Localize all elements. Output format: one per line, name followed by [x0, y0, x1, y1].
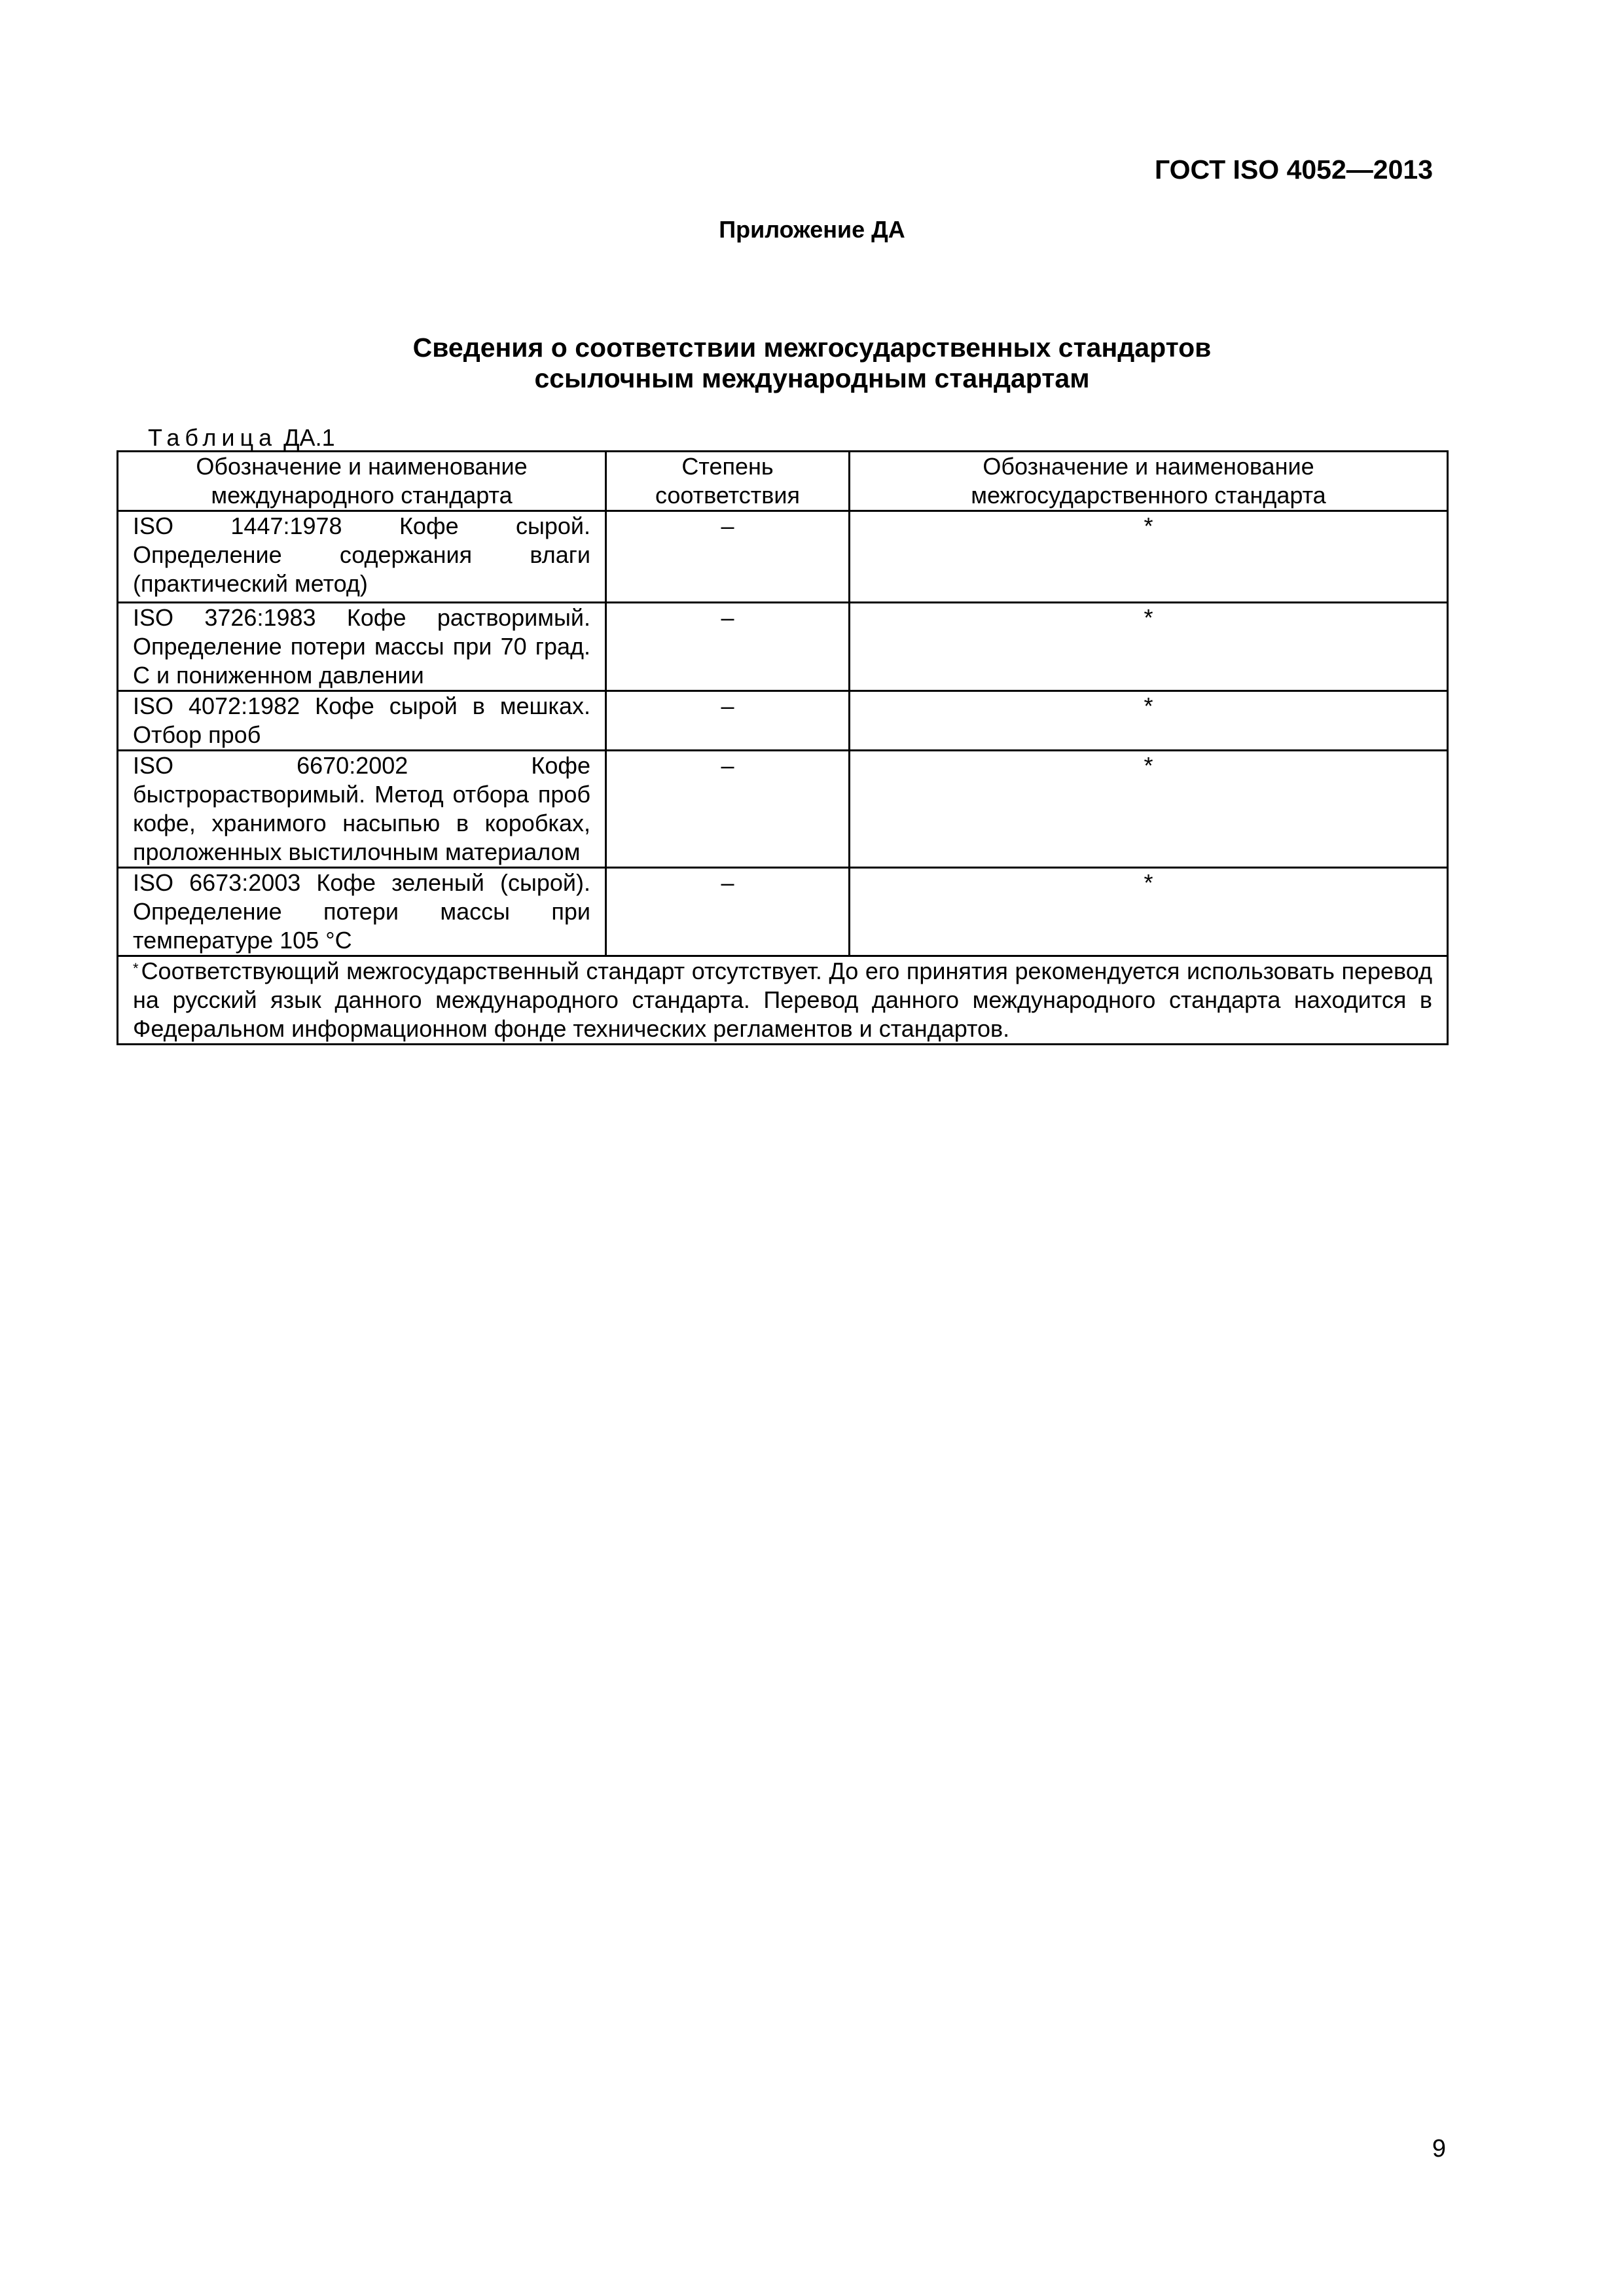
cell-international-standard: ISO 1447:1978 Кофе сырой. Определение содержания влаги (практический метод) [118, 511, 606, 603]
footnote-marker: * [133, 960, 139, 977]
header-degree-of-conformity: Степень соответствия [606, 452, 850, 511]
appendix-label: Приложение ДА [719, 216, 905, 243]
cell-national-standard: * [850, 691, 1448, 751]
table-caption-word: Таблица [148, 424, 278, 451]
cell-international-standard: ISO 4072:1982 Кофе сырой в мешках. Отбор проб [118, 691, 606, 751]
page-title [0, 332, 1624, 394]
cell-degree: – [606, 751, 850, 868]
table-row [118, 603, 1448, 691]
cell-national-standard: * [850, 751, 1448, 868]
table-footnote-row [118, 956, 1448, 1045]
page-title-line-2: ссылочным международным стандартам [534, 363, 1090, 393]
header-national-standard: Обозначение и наименование межгосударственного стандарта [850, 452, 1448, 511]
document-code: ГОСТ ISO 4052—2013 [1154, 154, 1433, 185]
table-footnote [118, 956, 1448, 1045]
table-row [118, 751, 1448, 868]
cell-degree: – [606, 868, 850, 956]
page-number: 9 [1432, 2135, 1446, 2162]
cell-degree: – [606, 691, 850, 751]
table-row [118, 868, 1448, 956]
cell-national-standard: * [850, 511, 1448, 603]
table-caption [148, 424, 335, 452]
table-caption-number: ДА.1 [283, 424, 335, 451]
cell-degree: – [606, 603, 850, 691]
table-header-row [118, 452, 1448, 511]
standards-table [117, 450, 1449, 1045]
cell-degree: – [606, 511, 850, 603]
cell-national-standard: * [850, 603, 1448, 691]
header-international-standard: Обозначение и наименование международного стандарта [118, 452, 606, 511]
page-title-line-1: Сведения о соответствии межгосударственных стандартов [412, 332, 1212, 363]
cell-international-standard: ISO 6670:2002 Кофе быстрорастворимый. Метод отбора проб кофе, хранимого насыпью в коробках, проложенных выстилочным материалом [118, 751, 606, 868]
table-row [118, 511, 1448, 603]
table-row [118, 691, 1448, 751]
cell-international-standard: ISO 6673:2003 Кофе зеленый (сырой). Определение потери массы при температуре 105 °С [118, 868, 606, 956]
cell-national-standard: * [850, 868, 1448, 956]
cell-international-standard: ISO 3726:1983 Кофе растворимый. Определение потери массы при 70 град. С и пониженном давлении [118, 603, 606, 691]
footnote-text: Соответствующий межгосударственный стандарт отсутствует. До его принятия рекомендуется использовать перевод на русский язык данного международного стандарта. Перевод данного международного стандарта находится в Федеральном информационном фонде технических регламентов и стандартов. [133, 958, 1432, 1042]
